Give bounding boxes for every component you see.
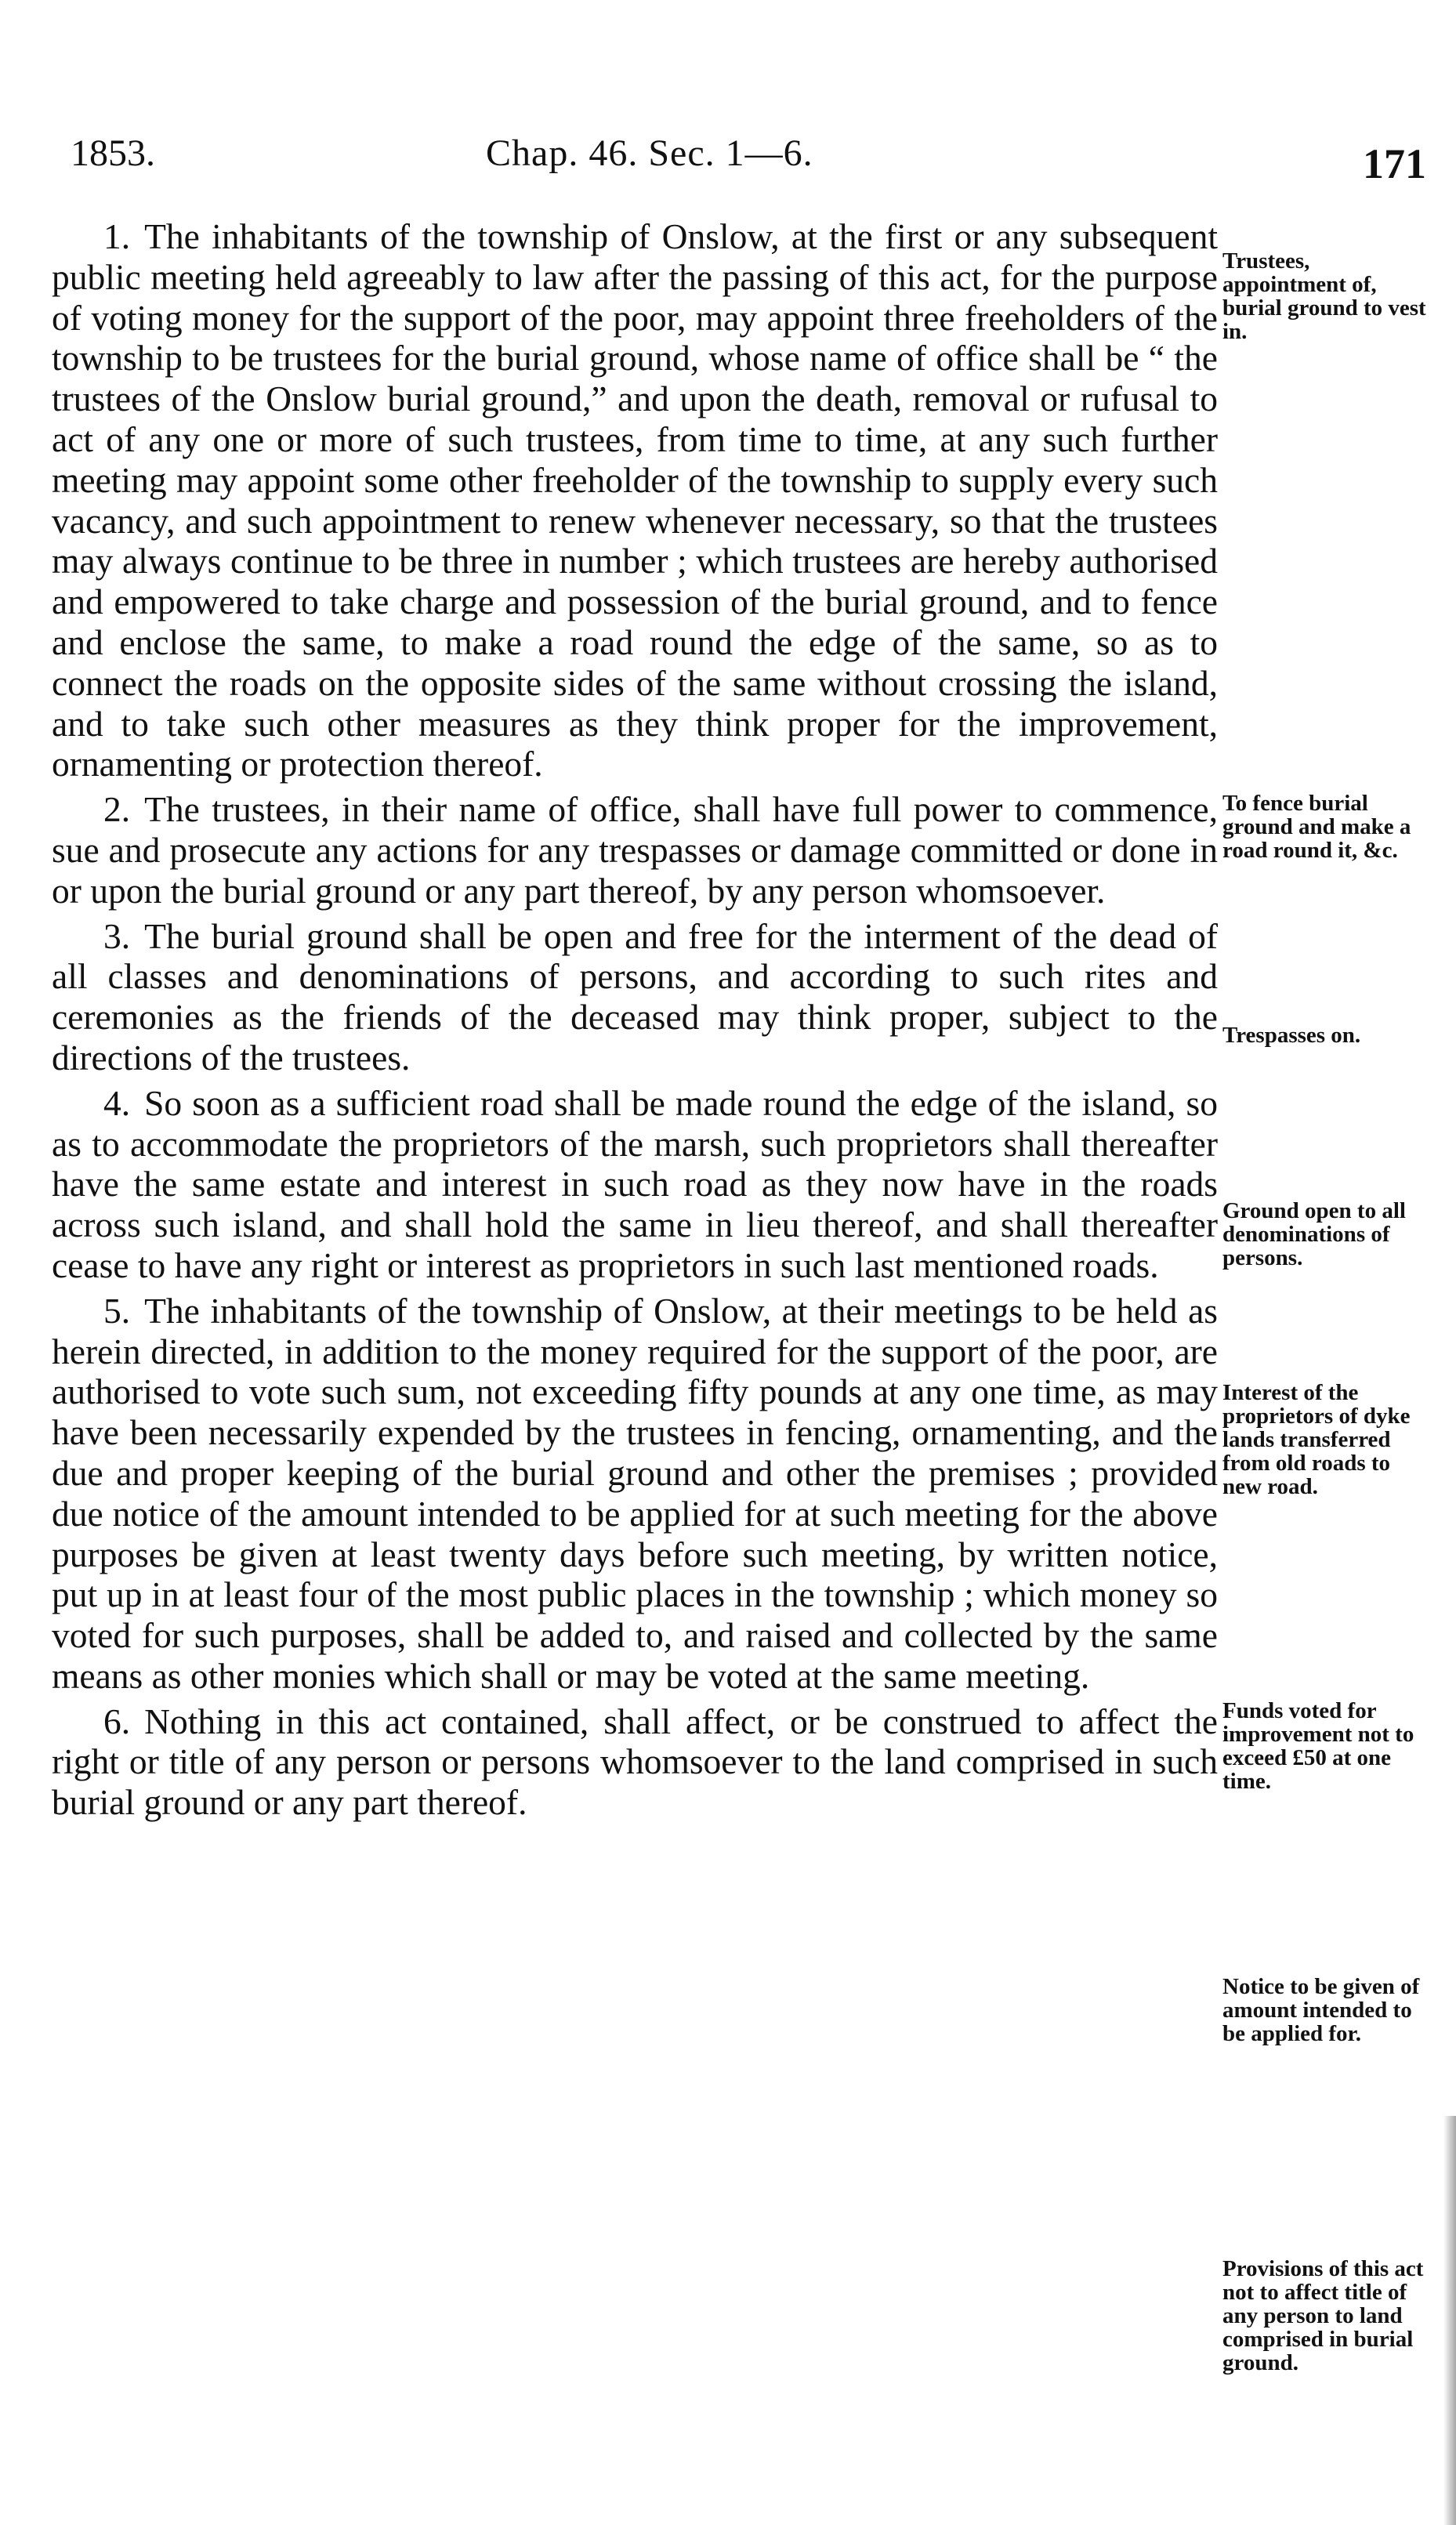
section-number: 1. bbox=[103, 216, 131, 256]
section-text: The inhabitants of the township of Onslow, at the first or any subsequent public meeting held agreeably to law after the passing of this act, for the purpose of voting money for the support of the poor, may appoint three freeholders of the township to be trustees for the burial ground, whose name of office shall be “ the trustees of the Onslow burial ground,” and upon the death, removal or rufusal to act of any one or more of such trustees, from time to time, at any such further meeting may appoint some other freeholder of the township to supply every such vacancy, and such appointment to renew whenever necessary, so that the trustees may always continue to be three in number ; which trustees are hereby authorised and empowered to take charge and possession of the burial ground, and to fence and enclose the same, to make a road round the edge of the same, so as to connect the roads on the opposite sides of the same without crossing the island, and to take such other measures as they think proper for the improvement, ornamenting or protection thereof. bbox=[52, 216, 1218, 784]
section-number: 4. bbox=[103, 1082, 131, 1123]
section-2 bbox=[52, 789, 1218, 911]
margin-note-fence: To fence burial ground and make a road round it, &c. bbox=[1222, 791, 1411, 863]
section-4 bbox=[52, 1083, 1218, 1286]
header-chapter-section: Chap. 46. Sec. 1—6. bbox=[486, 132, 813, 174]
section-text: The trustees, in their name of office, shall have full power to commence, sue and prosecute any actions for any trespasses or damage committed or done in or upon the burial ground or any part thereof, by any person whomsoever. bbox=[52, 789, 1218, 911]
margin-note-ground-open: Ground open to all denominations of persons. bbox=[1222, 1198, 1406, 1270]
section-3 bbox=[52, 916, 1218, 1078]
section-number: 2. bbox=[103, 789, 131, 830]
section-text: Nothing in this act contained, shall affect, or be construed to affect the right or title of any person or persons whomsoever to the land comprised in such burial ground or any part thereof. bbox=[52, 1701, 1218, 1823]
margin-note-funds-voted: Funds voted for improvement not to exceed £50 at one time. bbox=[1222, 1698, 1414, 1794]
scan-edge-shadow bbox=[1443, 2116, 1456, 2525]
header-year: 1853. bbox=[71, 132, 155, 174]
section-number: 3. bbox=[103, 915, 131, 956]
section-text: So soon as a sufficient road shall be made round the edge of the island, so as to accommodate the proprietors of the marsh, such proprietors shall thereafter have the same estate and interest in such road as they now have in the roads across such island, and shall hold the same in lieu thereof, and shall thereafter cease to have any right or interest as proprietors in such last mentioned roads. bbox=[52, 1082, 1218, 1285]
margin-note-trespasses: Trespasses on. bbox=[1222, 1023, 1361, 1048]
section-text: The burial ground shall be open and free for the interment of the dead of all classes and denominations of persons, and according to such rites and ceremonies as the friends of the deceased may think proper, subject to the directions of the trustees. bbox=[52, 915, 1218, 1078]
section-number: 6. bbox=[103, 1701, 131, 1741]
running-header bbox=[63, 132, 1426, 194]
margin-note-notice: Notice to be given of amount intended to be applied for. bbox=[1222, 1974, 1420, 2046]
margin-note-provisions: Provisions of this act not to affect title of any person to land comprised in burial ground. bbox=[1222, 2256, 1424, 2375]
body-text bbox=[52, 216, 1218, 1828]
section-5 bbox=[52, 1291, 1218, 1697]
section-text: The inhabitants of the township of Onslow, at their meetings to be held as herein directed, in addition to the money required for the support of the poor, are authorised to vote such sum, not exceeding fifty pounds at any one time, as may have been necessarily expended by the trustees in fencing, ornamenting, and the due and proper keeping of the burial ground and other the premises ; provided due notice of the amount intended to be applied for at such meeting for the above purposes be given at least twenty days before such meeting, by written notice, put up in at least four of the most public places in the township ; which money so voted for such purposes, shall be added to, and raised and collected by the same means as other monies which shall or may be voted at the same meeting. bbox=[52, 1290, 1218, 1696]
section-6 bbox=[52, 1701, 1218, 1823]
section-number: 5. bbox=[103, 1290, 131, 1331]
section-1 bbox=[52, 216, 1218, 784]
margin-note-trustees: Trustees, appointment of, burial ground to vest in. bbox=[1222, 248, 1426, 344]
margin-note-proprietors-interest: Interest of the proprietors of dyke lands transferred from old roads to new road. bbox=[1222, 1380, 1411, 1499]
page-number: 171 bbox=[1363, 140, 1426, 187]
